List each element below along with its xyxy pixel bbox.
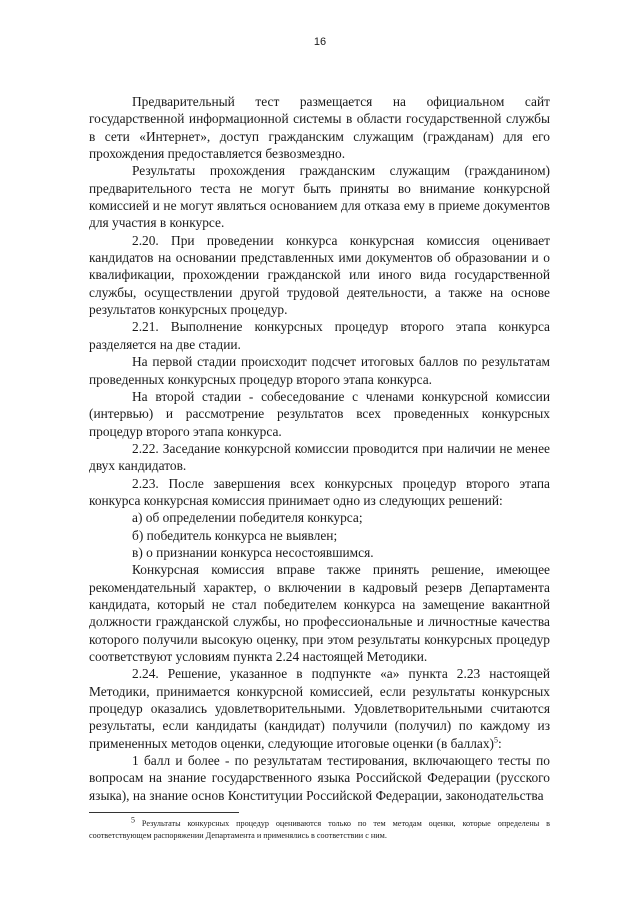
footnote-marker: 5 — [131, 815, 135, 825]
paragraph: 2.22. Заседание конкурсной комиссии проводится при наличии не менее двух кандидатов. — [89, 440, 550, 474]
paragraph: Конкурсная комиссия вправе также принять решение, имеющее рекомендательный характер, о включении в кадровый резерв Департамента кандидата, который не стал победителем конкурса на замещение вакантной должности гражданской службы, но профессиональные и личностные качества которого получили высокую оценку, при этом результаты конкурсных процедур соответствуют условиям пункта 2.24 настоящей Методики. — [89, 562, 550, 664]
paragraph — [89, 665, 550, 752]
paragraph: 2.20. При проведении конкурса конкурсная комиссия оценивает кандидатов на основании представленных ими документов об образовании и о квалификации, прохождении гражданской или иного вида государственной службы, осуществлении другой трудовой деятельности, а также на основе результатов конкурсных процедур. — [89, 232, 550, 318]
paragraph-text: 2.24. Решение, указанное в подпункте «а» пункта 2.23 настоящей Методики, принимается конкурсной комиссией, если результаты конкурсных процедур оказались удовлетворительными. Удовлетворительными считаются результаты, если кандидаты (кандидат) получили (получил) по каждому из примененных методов оценки, следующие итоговые оценки (в баллах) — [89, 666, 550, 751]
list-item: в) о признании конкурса несостоявшимся. — [132, 544, 374, 560]
document-body — [89, 93, 550, 804]
paragraph: Результаты прохождения гражданским служащим (гражданином) предварительного теста не могут быть приняты во внимание конкурсной комиссией и не могут являться основанием для отказа ему в приеме документов для участия в конкурсе. — [89, 163, 550, 231]
paragraph-colon: : — [497, 735, 502, 751]
page-number: 16 — [313, 36, 327, 48]
paragraph: 2.21. Выполнение конкурсных процедур второго этапа конкурса разделяется на две стадии. — [89, 319, 550, 352]
paragraph: На второй стадии - собеседование с членами конкурсной комиссии (интервью) и рассмотрение результатов всех проведенных конкурсных процедур второго этапа конкурса. — [89, 388, 550, 439]
footnote-separator — [89, 812, 239, 813]
footnote — [89, 815, 550, 842]
paragraph: Предварительный тест размещается на официальном сайт государственной информационной системы в области государственной службы в сети «Интернет», доступ гражданским служащим (гражданам) для его прохождения предоставляется безвозмездно. — [89, 94, 550, 162]
footnote-text: Результаты конкурсных процедур оцениваются только по тем методам оценки, которые определены в соответствующем распоряжении Департамента и применялись в соответствии с ним. — [89, 819, 550, 840]
paragraph: 2.23. После завершения всех конкурсных процедур второго этапа конкурса конкурсная комиссия принимает одно из следующих решений: — [89, 475, 550, 508]
list-item: а) об определении победителя конкурса; — [132, 510, 363, 526]
list-item: б) победитель конкурса не выявлен; — [132, 527, 338, 543]
paragraph: 1 балл и более - по результатам тестирования, включающего тесты по вопросам на знание государственного языка Российской Федерации (русского языка), на знание основ Конституции Российской Федерации, законодательства — [89, 753, 550, 803]
paragraph: На первой стадии происходит подсчет итоговых баллов по результатам проведенных конкурсных процедур второго этапа конкурса. — [89, 354, 550, 387]
footnote-reference[interactable]: 5 — [493, 735, 498, 745]
